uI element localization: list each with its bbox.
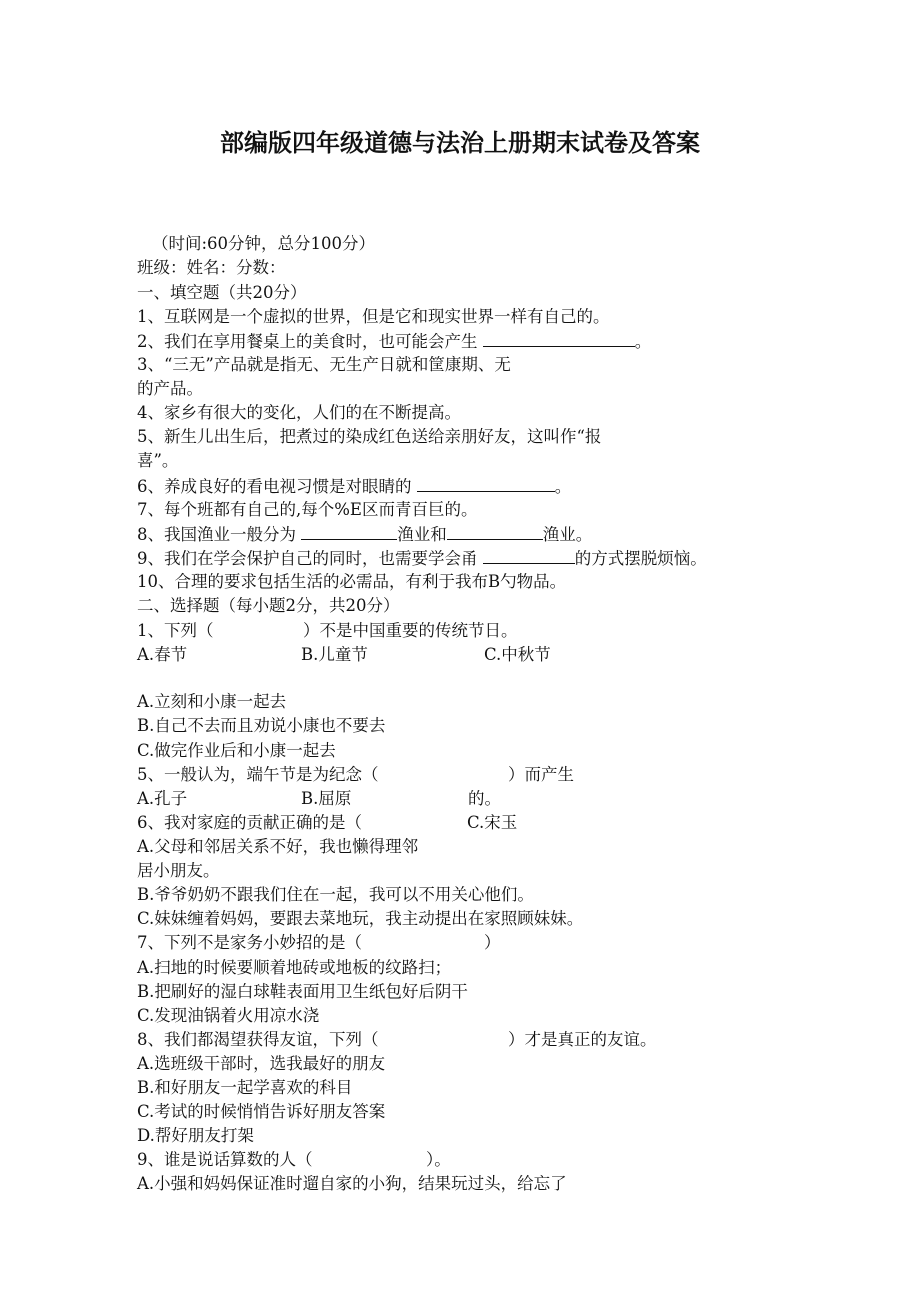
choice-question-9: 9、谁是说话算数的人（: [137, 1150, 313, 1169]
choice-question-1-end: ）不是中国重要的传统节日。: [303, 621, 518, 640]
q6-stray-option-c: C.宋玉: [467, 813, 518, 832]
fill-question-2: [137, 331, 651, 352]
q1-option-b: B.儿童节: [301, 645, 368, 664]
fill-question-8: [137, 524, 592, 545]
choice-question-6: 6、我对家庭的贡献正确的是（: [137, 813, 362, 832]
fill-question-5-cont: 喜”。: [137, 451, 179, 470]
fill-question-3: 3、“三无”产品就是指无、无生产日就和筐康期、无: [137, 355, 511, 374]
q6-option-c: C.妹妹缠着妈妈，要跟去菜地玩，我主动提出在家照顾妹妹。: [137, 909, 584, 928]
choice-question-7: 7、下列不是家务小妙招的是（: [137, 933, 362, 952]
q5-option-a: A.孔子: [137, 789, 188, 808]
q5-tail: 的。: [468, 789, 501, 808]
q6-option-a: A.父母和邻居关系不好，我也懒得理邻: [137, 837, 419, 856]
q8-option-d: D.帮好朋友打架: [137, 1126, 254, 1145]
choice-question-1: 1、下列（: [137, 621, 214, 640]
q9-option-a: A.小强和妈妈保证准时遛自家的小狗，结果玩过头，给忘了: [137, 1174, 567, 1193]
q6-option-a-cont: 居小朋友。: [137, 861, 220, 880]
q5-option-b: B.屈原: [301, 789, 352, 808]
q4-option-a: A.立刻和小康一起去: [137, 692, 287, 711]
fill-question-9: [137, 548, 707, 569]
q7-option-c: C.发现油锅着火用凉水浇: [137, 1006, 320, 1025]
q4-option-c: C.做完作业后和小康一起去: [137, 741, 336, 760]
choice-question-8: 8、我们都渴望获得友谊，下列（: [137, 1030, 379, 1049]
answer-blank: [301, 524, 397, 540]
q8-option-c: C.考试的时候悄悄告诉好朋友答案: [137, 1102, 386, 1121]
q1-option-c: C.中秋节: [484, 645, 551, 664]
section2-heading: 二、选择题（每小题2分，共20分）: [137, 596, 400, 615]
q6-end: 。: [554, 477, 572, 496]
q6-option-b: B.爷爷奶奶不跟我们住在一起，我可以不用关心他们。: [137, 885, 534, 904]
section1-heading: 一、填空题（共20分）: [137, 283, 307, 302]
q2-end: 。: [634, 332, 652, 351]
student-info: 班级：姓名：分数：: [137, 258, 286, 277]
answer-blank: [447, 524, 543, 540]
fill-question-1: 1、互联网是一个虚拟的世界，但是它和现实世界一样有自己的。: [137, 307, 610, 326]
q8-end: 渔业。: [542, 525, 593, 544]
fill-question-4: 4、家乡有很大的变化，人们的在不断提高。: [137, 403, 461, 422]
q9-text: 9、我们在学会保护自己的同时，也需要学会甬: [137, 549, 478, 568]
answer-blank: [483, 548, 575, 564]
q9-end: 的方式摆脱烦恼。: [574, 549, 707, 568]
q8-mid: 渔业和: [397, 525, 447, 544]
choice-question-5: 5、一般认为，端午节是为纪念（: [137, 765, 379, 784]
answer-blank: [483, 331, 635, 347]
fill-question-5: 5、新生儿出生后，把煮过的染成红色送给亲朋好友，这叫作“报: [137, 427, 602, 446]
fill-question-6: [137, 476, 571, 497]
q7-option-a: A.扫地的时候要顺着地砖或地板的纹路扫；: [137, 958, 452, 977]
q1-option-a: A.春节: [137, 645, 188, 664]
choice-question-5-end: ）而产生: [508, 765, 574, 784]
q8-option-b: B.和好朋友一起学喜欢的科目: [137, 1078, 353, 1097]
q4-option-b: B.自己不去而且劝说小康也不要去: [137, 716, 386, 735]
fill-question-7: 7、每个班都有自己的,每个%E区而青百巨的。: [137, 500, 478, 519]
fill-question-3-cont: 的产品。: [137, 379, 203, 398]
q8-option-a: A.选班级干部时，选我最好的朋友: [137, 1054, 386, 1073]
choice-question-9-end: ）。: [426, 1150, 451, 1169]
q8-text: 8、我国渔业一般分为: [137, 525, 296, 544]
q7-option-b: B.把刷好的湿白球鞋表面用卫生纸包好后阴干: [137, 982, 468, 1001]
q2-text: 2、我们在享用餐桌上的美食时，也可能会产生: [137, 332, 478, 351]
document-title: 部编版四年级道德与法治上册期末试卷及答案: [220, 129, 700, 157]
choice-question-7-end: ）: [484, 933, 501, 952]
q6-text: 6、养成良好的看电视习惯是对眼睛的: [137, 477, 412, 496]
time-info: （时间:60分钟，总分100分）: [152, 234, 376, 253]
answer-blank: [417, 476, 555, 492]
choice-question-8-end: ）才是真正的友谊。: [508, 1030, 657, 1049]
fill-question-10: 10、合理的要求包括生活的必需品，有利于我布B勺物品。: [137, 572, 567, 591]
